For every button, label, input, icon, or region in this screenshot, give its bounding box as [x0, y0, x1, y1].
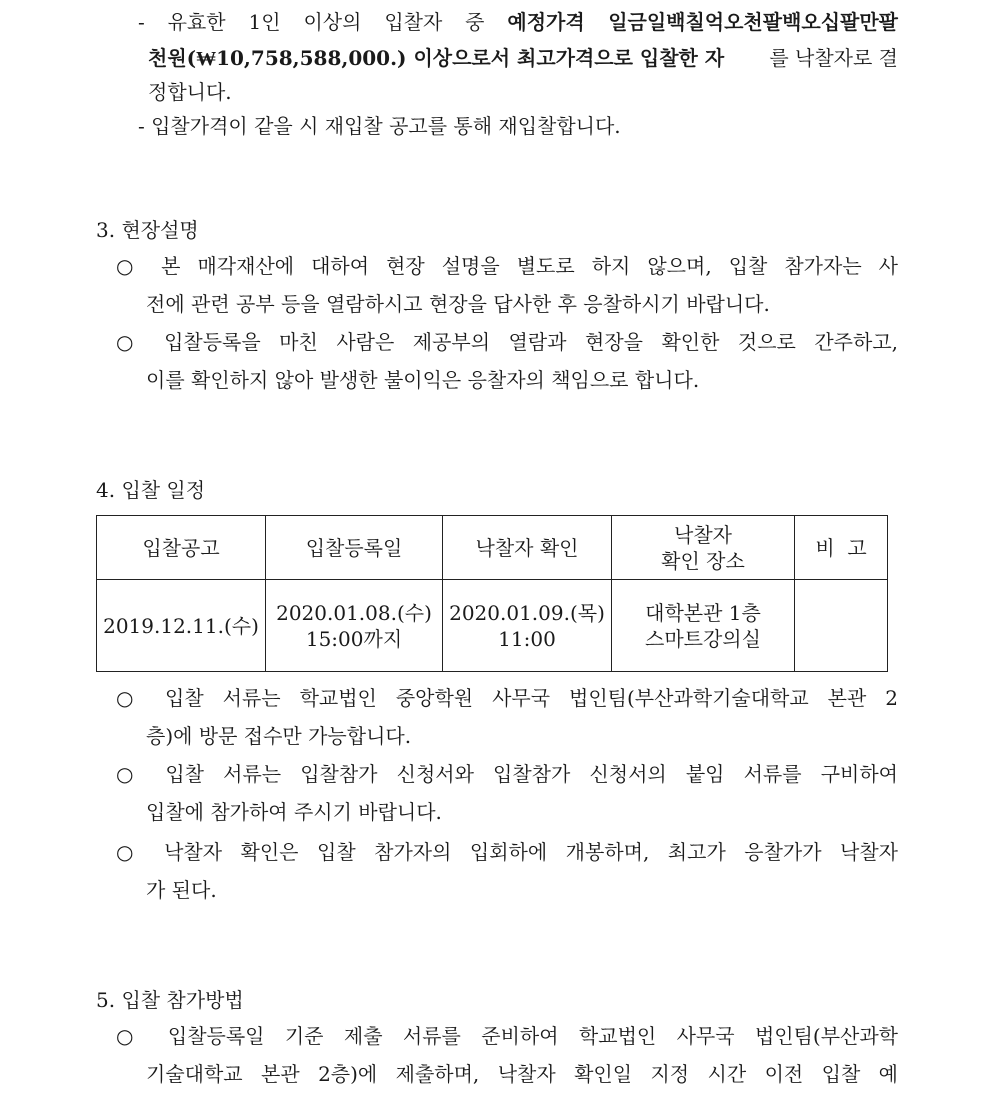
schedule-item1-line1: ○ 입찰 서류는 학교법인 중앙학원 사무국 법인팀(부산과학기술대학교 본관 2	[116, 686, 898, 710]
bullet-winning-bid-line2	[148, 44, 898, 72]
confirm-place-line1: 대학본관 1층	[645, 600, 761, 625]
cell-announce-date: 2019.12.11.(수)	[97, 580, 266, 672]
header-confirm-place-line2: 확인 장소	[661, 548, 745, 573]
confirm-date: 2020.01.09.(목)	[449, 600, 605, 625]
confirm-time: 11:00	[498, 626, 556, 651]
bullet-rebid: - 입찰가격이 같을 시 재입찰 공고를 통해 재입찰합니다.	[138, 114, 621, 138]
site-explanation-item1-line2: 전에 관련 공부 등을 열람하시고 현장을 답사한 후 응찰하시기 바랍니다.	[146, 292, 770, 316]
cell-confirm-place	[612, 580, 795, 672]
participation-item1-line1: ○ 입찰등록일 기준 제출 서류를 준비하여 학교법인 사무국 법인팀(부산과학	[116, 1024, 898, 1048]
header-note: 비 고	[795, 516, 888, 580]
cell-confirm-date	[443, 580, 612, 672]
schedule-item2-line2: 입찰에 참가하여 주시기 바랍니다.	[146, 800, 442, 824]
schedule-item3-line1: ○ 낙찰자 확인은 입찰 참가자의 입회하에 개봉하며, 최고가 응찰가가 낙찰자	[116, 840, 898, 864]
bullet-prefix: - 유효한 1인 이상의 입찰자 중	[138, 10, 508, 34]
bid-schedule-table	[96, 515, 888, 672]
site-explanation-item2-line1: ○ 입찰등록을 마친 사람은 제공부의 열람과 현장을 확인한 것으로 간주하고,	[116, 330, 898, 354]
register-time: 15:00까지	[305, 626, 403, 651]
site-explanation-item1-line1: ○ 본 매각재산에 대하여 현장 설명을 별도로 하지 않으며, 입찰 참가자는 사	[116, 254, 898, 278]
confirm-place-line2: 스마트강의실	[645, 626, 761, 651]
table-row	[97, 580, 888, 672]
section-heading-participation-method: 5. 입찰 참가방법	[96, 988, 244, 1012]
bullet-suffix: 를 낙찰자로 결	[769, 46, 898, 70]
header-winner-confirm: 낙찰자 확인	[443, 516, 612, 580]
section-heading-site-explanation: 3. 현장설명	[96, 218, 199, 242]
header-announce: 입찰공고	[97, 516, 266, 580]
schedule-item2-line1: ○ 입찰 서류는 입찰참가 신청서와 입찰참가 신청서의 붙임 서류를 구비하여	[116, 762, 898, 786]
section-heading-bid-schedule: 4. 입찰 일정	[96, 478, 206, 502]
header-register-date: 입찰등록일	[266, 516, 443, 580]
cell-register-date	[266, 580, 443, 672]
header-confirm-place-line1: 낙찰자	[674, 522, 732, 547]
schedule-item1-line2: 층)에 방문 접수만 가능합니다.	[146, 724, 412, 748]
reserve-price-text: 예정가격 일금일백칠억오천팔백오십팔만팔	[507, 10, 898, 34]
bullet-winning-bid-line1	[138, 8, 898, 36]
participation-item1-line2: 기술대학교 본관 2층)에 제출하며, 낙찰자 확인일 지정 시간 이전 입찰 예	[146, 1062, 898, 1086]
table-header-row	[97, 516, 888, 580]
bullet-winning-bid-line3: 정합니다.	[148, 80, 232, 104]
schedule-item3-line2: 가 된다.	[146, 878, 217, 902]
register-date: 2020.01.08.(수)	[276, 600, 432, 625]
reserve-price-amount: 천원(₩10,758,588,000.) 이상으로서 최고가격으로 입찰한 자	[148, 46, 725, 70]
header-confirm-place	[612, 516, 795, 580]
cell-note	[795, 580, 888, 672]
site-explanation-item2-line2: 이를 확인하지 않아 발생한 불이익은 응찰자의 책임으로 합니다.	[146, 368, 700, 392]
